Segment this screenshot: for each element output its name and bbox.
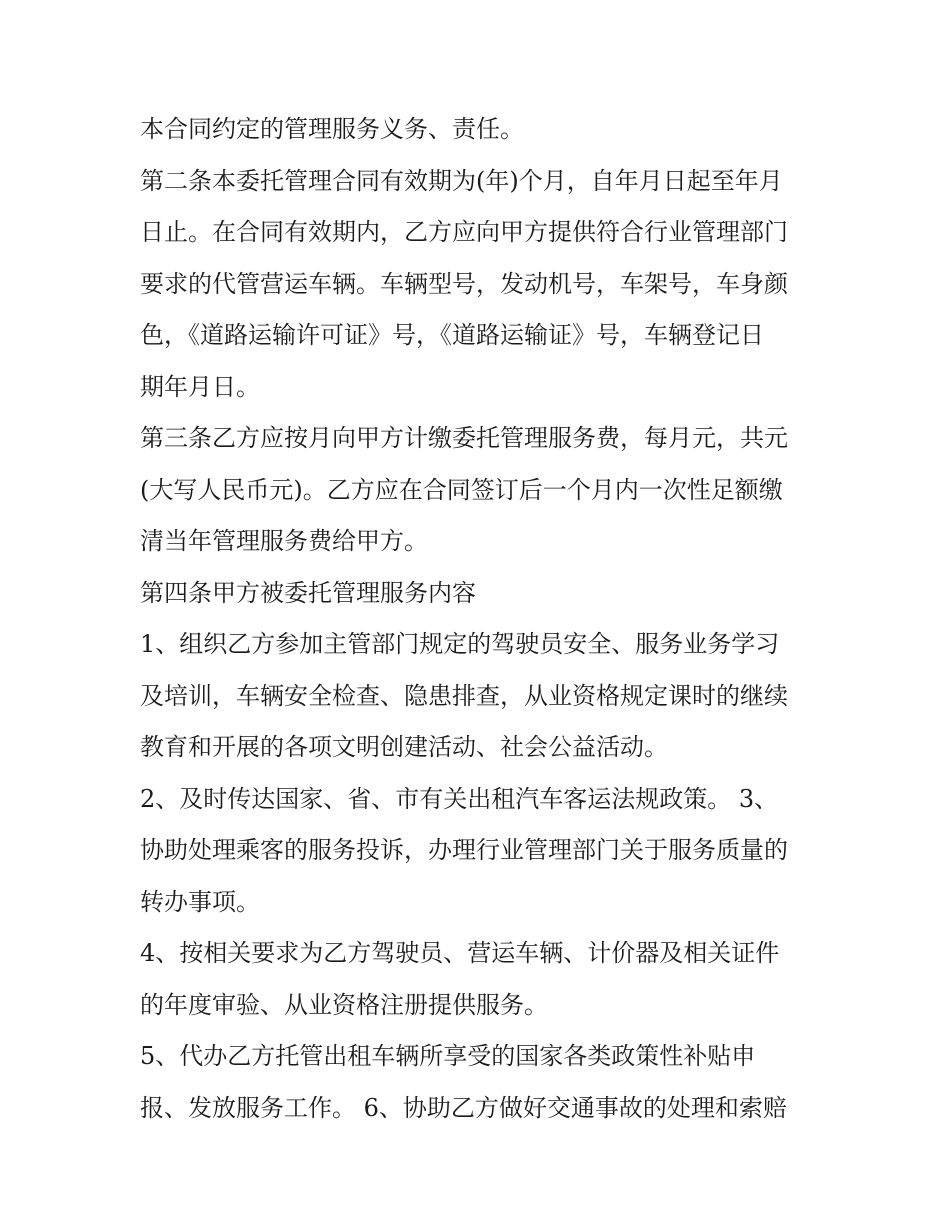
text-line: 4、按相关要求为乙方驾驶员、营运车辆、计价器及相关证件 xyxy=(140,939,780,967)
text-line: 第三条乙方应按月向甲方计缴委托管理服务费，每月元，共元 xyxy=(140,424,788,452)
text-line: 的年度审验、从业资格注册提供服务。 xyxy=(140,990,548,1019)
text-line: 5、代办乙方托管出租车辆所享受的国家各类政策性补贴申 xyxy=(140,1042,756,1070)
text-line: 色，《道路运输许可证》号，《道路运输证》号，车辆登记日 xyxy=(140,321,764,349)
text-line: 教育和开展的各项文明创建活动、社会公益活动。 xyxy=(140,733,668,761)
text-line: 1、组织乙方参加主管部门规定的驾驶员安全、服务业务学习 xyxy=(140,630,780,658)
text-line: 期年月日。 xyxy=(140,372,260,401)
text-line: 要求的代管营运车辆。车辆型号，发动机号，车架号，车身颜 xyxy=(140,269,788,298)
document-body xyxy=(140,104,820,1134)
text-line: 报、发放服务工作。 6、协助乙方做好交通事故的处理和索赔 xyxy=(140,1093,787,1122)
text-line: 转办事项。 xyxy=(140,887,260,916)
text-line: 第四条甲方被委托管理服务内容 xyxy=(140,578,476,607)
text-line: 本合同约定的管理服务义务、责任。 xyxy=(140,115,524,143)
text-line: 及培训，车辆安全检查、隐患排查，从业资格规定课时的继续 xyxy=(140,681,788,710)
text-line: 清当年管理服务费给甲方。 xyxy=(140,527,428,555)
text-line: (大写人民币元)。乙方应在合同签订后一个月内一次性足额缴 xyxy=(140,475,783,504)
text-line: 协助处理乘客的服务投诉，办理行业管理部门关于服务质量的 xyxy=(140,836,788,864)
text-line: 2、及时传达国家、省、市有关出租汽车客运法规政策。 3、 xyxy=(140,784,779,813)
text-line: 第二条本委托管理合同有效期为(年)个月，自年月日起至年月 xyxy=(140,166,783,195)
text-line: 日止。在合同有效期内，乙方应向甲方提供符合行业管理部门 xyxy=(140,218,788,246)
